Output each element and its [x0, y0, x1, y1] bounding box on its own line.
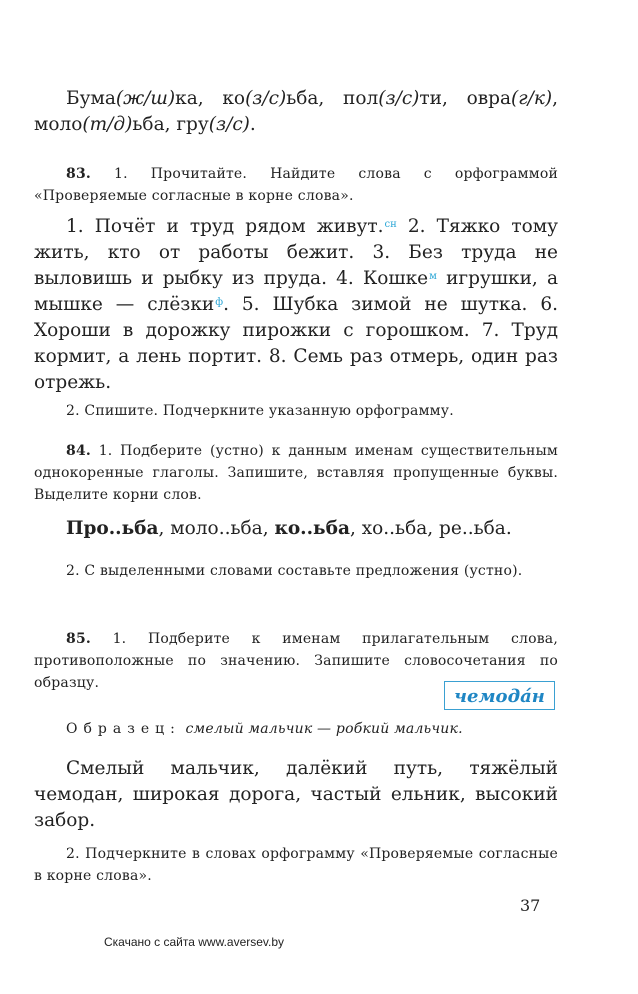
exercise-85-sample: Образец: смелый мальчик — робкий мальчик.: [66, 721, 463, 737]
exercise-number: 85.: [66, 631, 91, 647]
exercise-84-task-1: 84. 1. Подберите (устно) к данным именам существительным однокоренные глаголы. Запишите, вставляя пропущенные буквы. Выделите корни слов.: [34, 443, 558, 503]
spelling-mark: сн: [384, 219, 397, 230]
exercise-83-text: 1. Почёт и труд рядом живут.$^{сн}$ 2. Тяжко тому жить, кто от работы бежит. 3. Без труда не выловишь и рыбку из пруда. 4. Кошке$^м$ игрушки, а мышке — слёзки$^ф$. 5. Шубка зимой не шутка. 6. Хороши в дорожку пирожки с горошком. 7. Труд кормит, а лень портит. 8. Семь раз отмерь, один раз отрежь.: [34, 216, 559, 393]
spelling-mark: м: [429, 271, 437, 282]
exercise-83-task-2: 2. Спишите. Подчеркните указанную орфограмму.: [66, 403, 454, 419]
exercise-number: 84.: [66, 443, 91, 459]
exercise-number: 83.: [66, 166, 91, 182]
exercise-85-task-1: 85. 1. Подберите к именам прилагательным слова, противоположные по значению. Запишите словосочетания по образцу.: [34, 631, 558, 691]
exercise-85-task-2: 2. Подчеркните в словах орфограмму «Проверяемые согласные в корне слова».: [34, 846, 558, 884]
vocabulary-word-box: чемода́н: [444, 681, 555, 710]
spelling-mark: ф: [215, 297, 224, 308]
exercise-83-task-1: 83. 1. Прочитайте. Найдите слова с орфограммой «Проверяемые согласные в корне слова».: [34, 166, 558, 204]
exercise-85-text: Смелый мальчик, далёкий путь, тяжёлый чемодан, широкая дорога, частый ельник, высокий забор.: [34, 758, 558, 831]
top-exercise-line: Бума(ж/ш)ка, ко(з/с)ьба, пол(з/с)ти, овра(г/к), моло(т/д)ьба, гру(з/с).: [34, 88, 558, 135]
exercise-84-task-2: 2. С выделенными словами составьте предложения (устно).: [66, 563, 523, 579]
download-footer: Скачано с сайта www.aversev.by: [104, 935, 285, 949]
exercise-84-words: Про..ьба, моло..ьба, ко..ьба, хо..ьба, ре..ьба.: [66, 518, 512, 539]
page-number: 37: [520, 896, 541, 915]
